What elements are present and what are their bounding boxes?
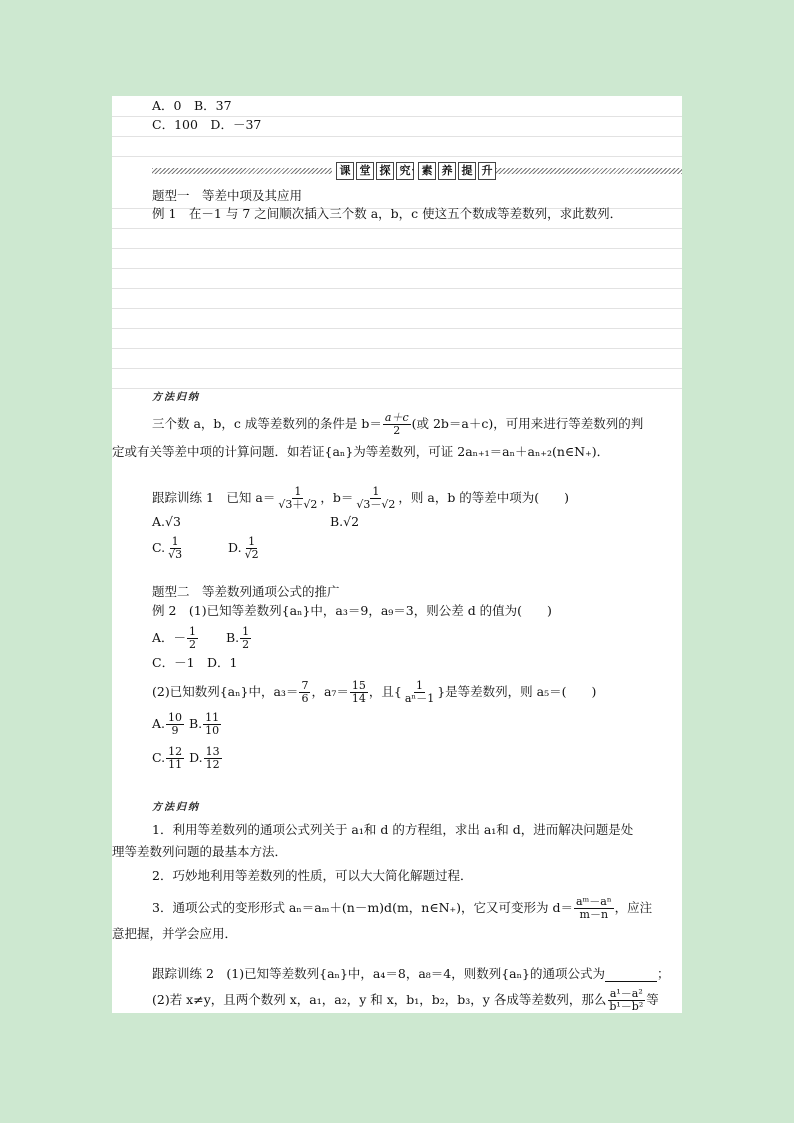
fraction [383,412,411,437]
frac-den: m－n [579,908,609,921]
track1-option-a: A.√3 [152,514,181,529]
track1-option-c [152,536,185,561]
option-label: B. [189,716,203,731]
track2-text: (2)若 x≠y，且两个数列 x，a₁，a₂，y 和 x，b₁，b₂，b₃，y 各成等差数列，那么 [152,992,607,1007]
frac-num: 1 [248,535,256,548]
option-label: C. [152,750,166,765]
previous-options-line-2: C．100 D．－37 [152,117,262,132]
method2-p3a [152,896,652,921]
banner-char: 升 [478,162,496,180]
ex2-text-d: 是等差数列，则 a₅＝( ) [445,684,597,699]
method2-p1a: 1．利用等差数列的通项公式列关于 a₁和 d 的方程组，求出 a₁和 d，进而解决问题是处 [152,822,634,837]
method2-p3c: 意把握，并学会应用． [112,926,238,941]
frac-den: 2 [189,638,197,651]
frac-num: 1 [189,625,197,638]
answer-blank[interactable] [605,969,657,982]
track2-line2 [152,988,659,1013]
frac-num: a＋c [384,411,409,424]
frac-den: 14 [351,692,366,705]
fraction [607,988,645,1013]
frac-den: 2 [242,638,250,651]
track1-text-b: ，b＝ [320,490,354,505]
track2-text-end: 等 [646,992,659,1007]
fraction [403,680,436,705]
track1-option-d [228,536,262,561]
section-banner [152,160,682,182]
frac-num: 13 [205,745,220,758]
method2-p2: 2．巧妙地利用等差数列的性质，可以大大简化解题过程． [152,868,473,883]
fraction [276,486,319,511]
method2-text-end: ，应注 [614,900,653,915]
frac-num: 7 [301,679,309,692]
fraction [574,896,614,921]
fraction [166,536,184,561]
fraction [203,712,221,737]
example2-part1: 例 2 (1)已知等差数列{aₙ}中，a₃＝9，a₉＝3，则公差 d 的值为( ) [152,603,552,618]
frac-num: 10 [168,711,183,724]
frac-num: aᵐ－aⁿ [576,895,612,908]
frac-num: 11 [205,711,220,724]
track1-question [152,486,569,511]
example2-option-a [152,626,199,651]
frac-den: √3 [168,548,183,561]
fraction [240,626,251,651]
frac-den: 2 [393,424,401,437]
fraction [166,746,184,771]
ex2-text-a: (2)已知数列{aₙ}中，a₃＝ [152,684,299,699]
banner-box-1 [336,162,414,178]
option-label: C. [152,540,166,555]
banner-char: 养 [438,162,456,180]
example2-option-b [226,626,252,651]
example1-text: 例 1 在－1 与 7 之间顺次插入三个数 a，b，c 使这五个数成等差数列，求此数列． [152,206,623,221]
method1-text-a: 三个数 a，b，c 成等差数列的条件是 b＝ [152,416,382,431]
track2-line1 [152,966,670,982]
type2-title: 题型二 等差数列通项公式的推广 [152,584,340,599]
option-label: A．－ [152,630,187,645]
document-page [112,96,682,1013]
method-heading-1: 方法归纳 [152,392,200,403]
method1-text-b: (或 2b＝a＋c)，可用来进行等差数列的判 [411,416,644,431]
option-label: A. [152,716,166,731]
fraction [243,536,261,561]
example2-option-row1 [152,712,222,737]
track1-text-c: ，则 a，b 的等差中项为( ) [398,490,570,505]
frac-den: 12 [205,758,220,771]
ex2-text-c: ，且 [368,684,394,699]
banner-dot: · [411,163,415,177]
track1-option-b: B.√2 [330,514,360,529]
banner-hatch-right [496,168,682,174]
track2-text: 跟踪训练 2 (1)已知等差数列{aₙ}中，a₄＝8，a₈＝4，则数列{aₙ}的通项公式为 [152,966,605,981]
method2-p1b: 理等差数列问题的最基本方法． [112,844,288,859]
frac-num: a¹－a² [609,987,643,1000]
frac-num: 1 [294,485,302,498]
frac-den: 10 [205,724,220,737]
example2-part2: (2)已知数列{aₙ}中，a₃＝ $\frac{7}{6}$ ，a₇＝ $\frac{15}{14}$ ，且{ $\frac{1}{\text{aⁿ－1}}$ }是等差数列，则 a₅＝( ) [152,679,597,705]
ex2-text-b: ，a₇＝ [311,684,349,699]
frac-num: 12 [168,745,183,758]
option-label: B. [226,630,240,645]
banner-hatch-left [152,168,332,174]
frac-den: √2 [244,548,259,561]
frac-num: 15 [351,679,366,692]
frac-den: 9 [171,724,179,737]
option-label: D. [228,540,242,555]
banner-char: 堂 [356,162,374,180]
method1-line2: 定或有关等差中项的计算问题．如若证{aₙ}为等差数列，可证 2aₙ₊₁＝aₙ＋aₙ₊₂(n∈N₊)． [112,444,610,459]
frac-den: √3－√2 [356,498,396,511]
option-label: D. [189,750,203,765]
frac-den: b¹－b² [609,1000,644,1013]
banner-char: 课 [336,162,354,180]
banner-char: 究 [396,162,414,180]
fraction [350,680,368,705]
frac-den: 11 [168,758,183,771]
fraction [204,746,222,771]
track2-text-end: ； [657,966,670,981]
frac-num: 1 [416,679,424,692]
method2-text: 3．通项公式的变形形式 aₙ＝aₘ＋(n－m)d(m，n∈N₊)，它又可变形为 d＝ [152,900,573,915]
fraction [187,626,198,651]
frac-num: 1 [242,625,250,638]
track1-text-a: 跟踪训练 1 已知 a＝ [152,490,276,505]
frac-den: 6 [301,692,309,705]
frac-num: 1 [171,535,179,548]
frac-den: √3＋√2 [278,498,318,511]
frac-num: 1 [372,485,380,498]
type1-title: 题型一 等差中项及其应用 [152,188,303,203]
method-heading-2: 方法归纳 [152,802,200,813]
fraction [354,486,397,511]
previous-options-line-1: A．0 B．37 [152,98,232,113]
fraction [299,680,310,705]
example2-option-row2 [152,746,223,771]
method1-line1 [152,412,643,437]
banner-char: 提 [458,162,476,180]
frac-den: aⁿ－1 [404,692,435,705]
banner-char: 探 [376,162,394,180]
banner-char: 素 [418,162,436,180]
example2-options-cd: C．－1 D．1 [152,655,238,670]
banner-box-2 [418,162,496,178]
fraction [166,712,184,737]
